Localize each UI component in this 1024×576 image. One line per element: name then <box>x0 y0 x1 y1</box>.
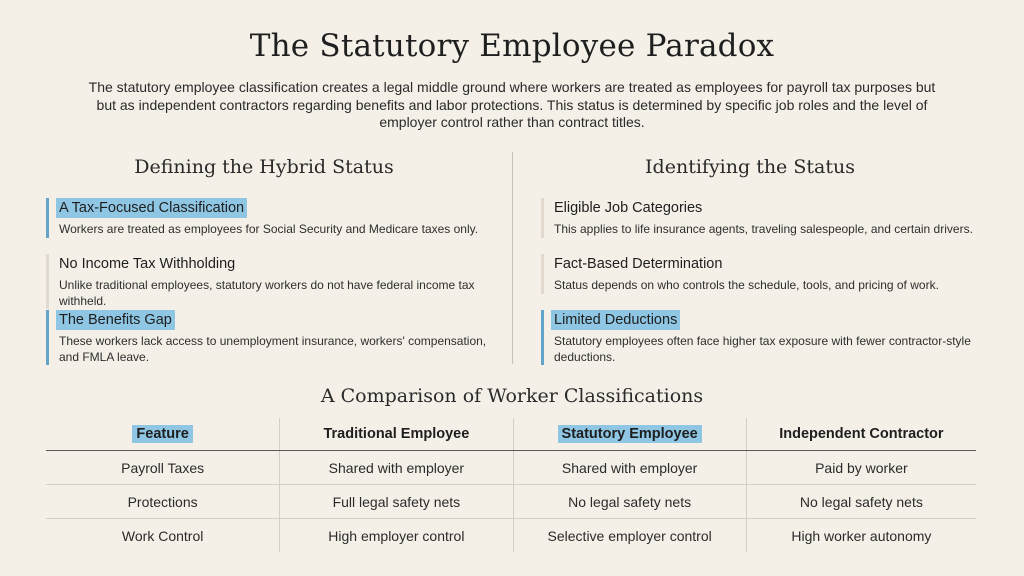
left-column-heading: Defining the Hybrid Status <box>134 156 394 178</box>
intro-line: The statutory employee classification creates a legal middle ground where workers are treated as employees for payroll tax purposes but <box>88 79 936 95</box>
header-cell <box>46 418 279 450</box>
table-cell: No legal safety nets <box>746 485 976 518</box>
item-title: A Tax-Focused Classification <box>56 198 247 218</box>
table-row <box>46 519 976 552</box>
right-item-limited-deductions <box>541 310 994 365</box>
item-title: Eligible Job Categories <box>554 200 703 216</box>
table-cell: Work Control <box>121 527 204 544</box>
column-divider <box>512 152 513 364</box>
intro-paragraph <box>82 79 942 132</box>
item-body: Status depends on who controls the schedule, tools, and pricing of work. <box>554 278 939 292</box>
header-feature: Feature <box>132 425 192 443</box>
intro-line: but as independent contractors regarding benefits and labor protections. This status is determined by specific job roles and the level of <box>96 96 928 113</box>
page-title: The Statutory Employee Paradox <box>249 28 775 64</box>
header-cell <box>279 418 512 450</box>
table-cell: Shared with employer <box>513 451 746 484</box>
table-cell: Full legal safety nets <box>279 485 512 518</box>
intro-line: employer control rather than contract titles. <box>379 114 645 130</box>
header-traditional: Traditional Employee <box>323 426 470 442</box>
item-title: Limited Deductions <box>551 310 680 330</box>
table-cell: Payroll Taxes <box>121 459 205 476</box>
item-body: These workers lack access to unemployment insurance, workers' compensation, and FMLA leave. <box>59 334 487 364</box>
left-item-no-withholding <box>46 254 499 309</box>
table-cell: Protections <box>127 493 198 510</box>
table-cell: High worker autonomy <box>746 519 976 552</box>
left-item-benefits-gap <box>46 310 499 365</box>
item-title: The Benefits Gap <box>56 310 175 330</box>
header-cell <box>746 418 976 450</box>
item-title: No Income Tax Withholding <box>59 256 236 272</box>
table-cell: Paid by worker <box>746 451 976 484</box>
item-title: Fact-Based Determination <box>554 256 723 272</box>
right-item-eligible-jobs <box>541 198 994 238</box>
item-body: Statutory employees often face higher tax exposure with fewer contractor-style deductions. <box>554 334 971 364</box>
comparison-table <box>46 418 976 552</box>
header-statutory: Statutory Employee <box>558 425 702 443</box>
header-cell <box>513 418 746 450</box>
right-item-fact-based <box>541 254 994 294</box>
table-cell: Selective employer control <box>513 519 746 552</box>
item-body: Workers are treated as employees for Social Security and Medicare taxes only. <box>59 222 479 236</box>
table-row <box>46 485 976 519</box>
table-cell: High employer control <box>279 519 512 552</box>
table-cell: Shared with employer <box>279 451 512 484</box>
left-item-tax-focused <box>46 198 499 238</box>
item-body: Unlike traditional employees, statutory workers do not have federal income tax withheld. <box>59 278 475 308</box>
header-contractor: Independent Contractor <box>779 426 944 442</box>
table-cell: No legal safety nets <box>513 485 746 518</box>
table-header-row <box>46 418 976 451</box>
table-heading: A Comparison of Worker Classifications <box>320 385 704 407</box>
table-row <box>46 451 976 485</box>
right-column-heading: Identifying the Status <box>645 156 855 178</box>
item-body: This applies to life insurance agents, traveling salespeople, and certain drivers. <box>554 222 973 236</box>
